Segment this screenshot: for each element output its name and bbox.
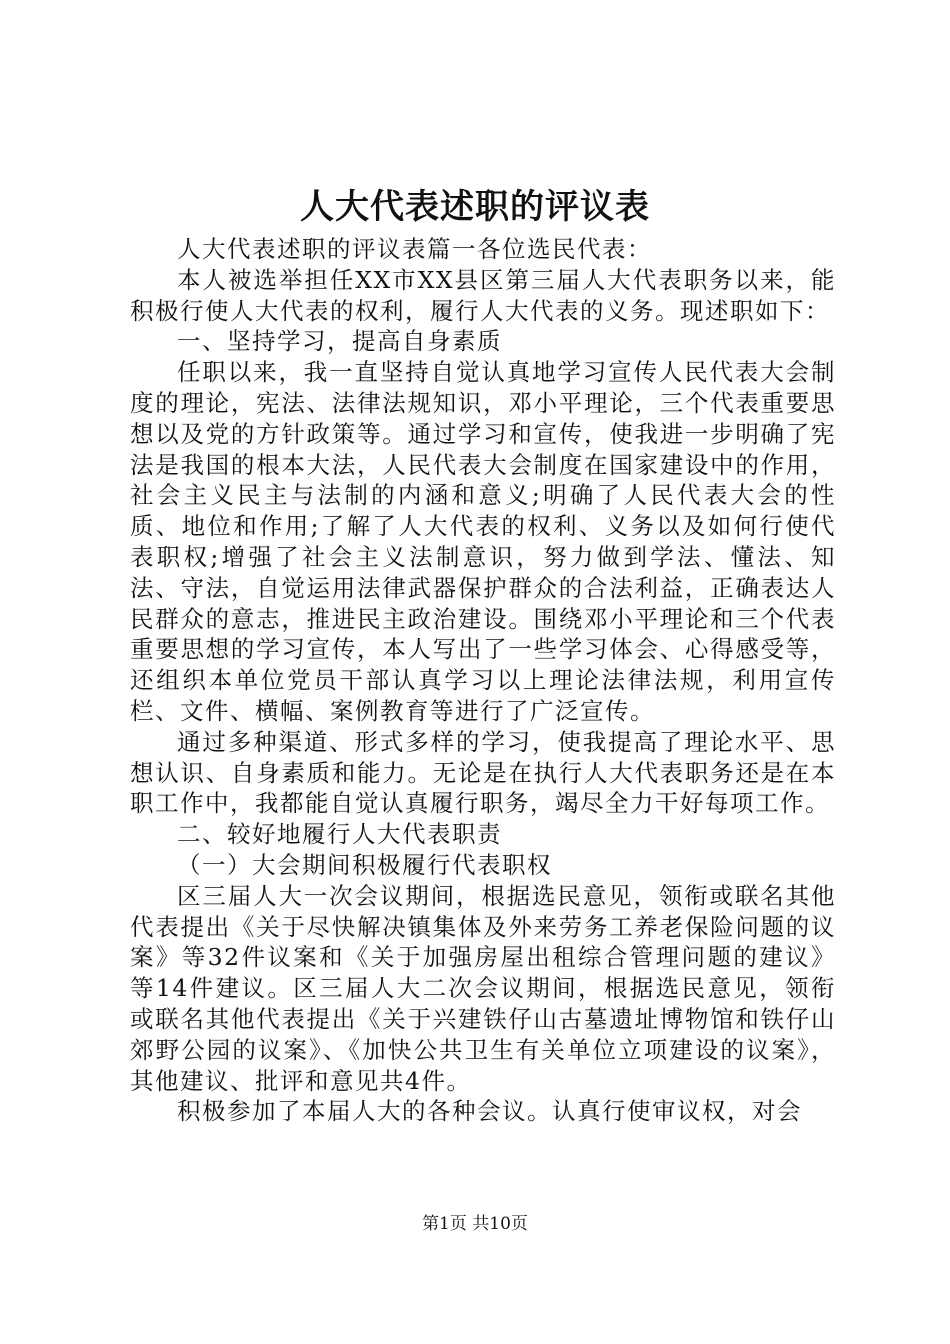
paragraph: 通过多种渠道、形式多样的学习，使我提高了理论水平、思想认识、自身素质和能力。无论是在执行人大代表职务还是在本职工作中，我都能自觉认真履行职务，竭尽全力干好每项工作。 — [130, 727, 836, 818]
paragraph: 积极参加了本届人大的各种会议。认真行使审议权，对会 — [177, 1097, 802, 1126]
document-body — [130, 234, 836, 1127]
paragraph: 人大代表述职的评议表篇一各位选民代表： — [177, 235, 652, 263]
section-heading: 二、较好地履行人大代表职责 — [177, 820, 502, 849]
paragraph: 区三届人大一次会议期间，根据选民意见，领衔或联名其他代表提出《关于尽快解决镇集体及外来劳务工养老保险问题的议案》等32件议案和《关于加强房屋出租综合管理问题的建议》等14件建议。区三届人大二次会议期间，根据选民意见，领衔或联名其他代表提出《关于兴建铁仔山古墓遗址博物馆和铁仔山郊野公园的议案》、《加快公共卫生有关单位立项建设的议案》，其他建议、批评和意见共4件。 — [130, 881, 836, 1095]
paragraph: 本人被选举担任XX市XX县区第三届人大代表职务以来，能积极行使人大代表的权利，履行人大代表的义务。现述职如下： — [130, 265, 836, 325]
page-number-footer: 第1页 共10页 — [422, 1214, 528, 1234]
section-heading: 一、坚持学习，提高自身素质 — [177, 327, 502, 356]
document-title: 人大代表述职的评议表 — [300, 187, 650, 227]
subsection-heading: （一）大会期间积极履行代表职权 — [177, 850, 552, 879]
paragraph: 任职以来，我一直坚持自觉认真地学习宣传人民代表大会制度的理论，宪法、法律法规知识，邓小平理论，三个代表重要思想以及党的方针政策等。通过学习和宣传，使我进一步明确了宪法是我国的根本大法，人民代表大会制度在国家建设中的作用，社会主义民主与法制的内涵和意义;明确了人民代表大会的性质、地位和作用;了解了人大代表的权利、义务以及如何行使代表职权;增强了社会主义法制意识，努力做到学法、懂法、知法、守法，自觉运用法律武器保护群众的合法利益，正确表达人民群众的意志，推进民主政治建设。围绕邓小平理论和三个代表重要思想的学习宣传，本人写出了一些学习体会、心得感受等，还组织本单位党员干部认真学习以上理论法律法规，利用宣传栏、文件、横幅、案例教育等进行了广泛宣传。 — [130, 358, 836, 725]
